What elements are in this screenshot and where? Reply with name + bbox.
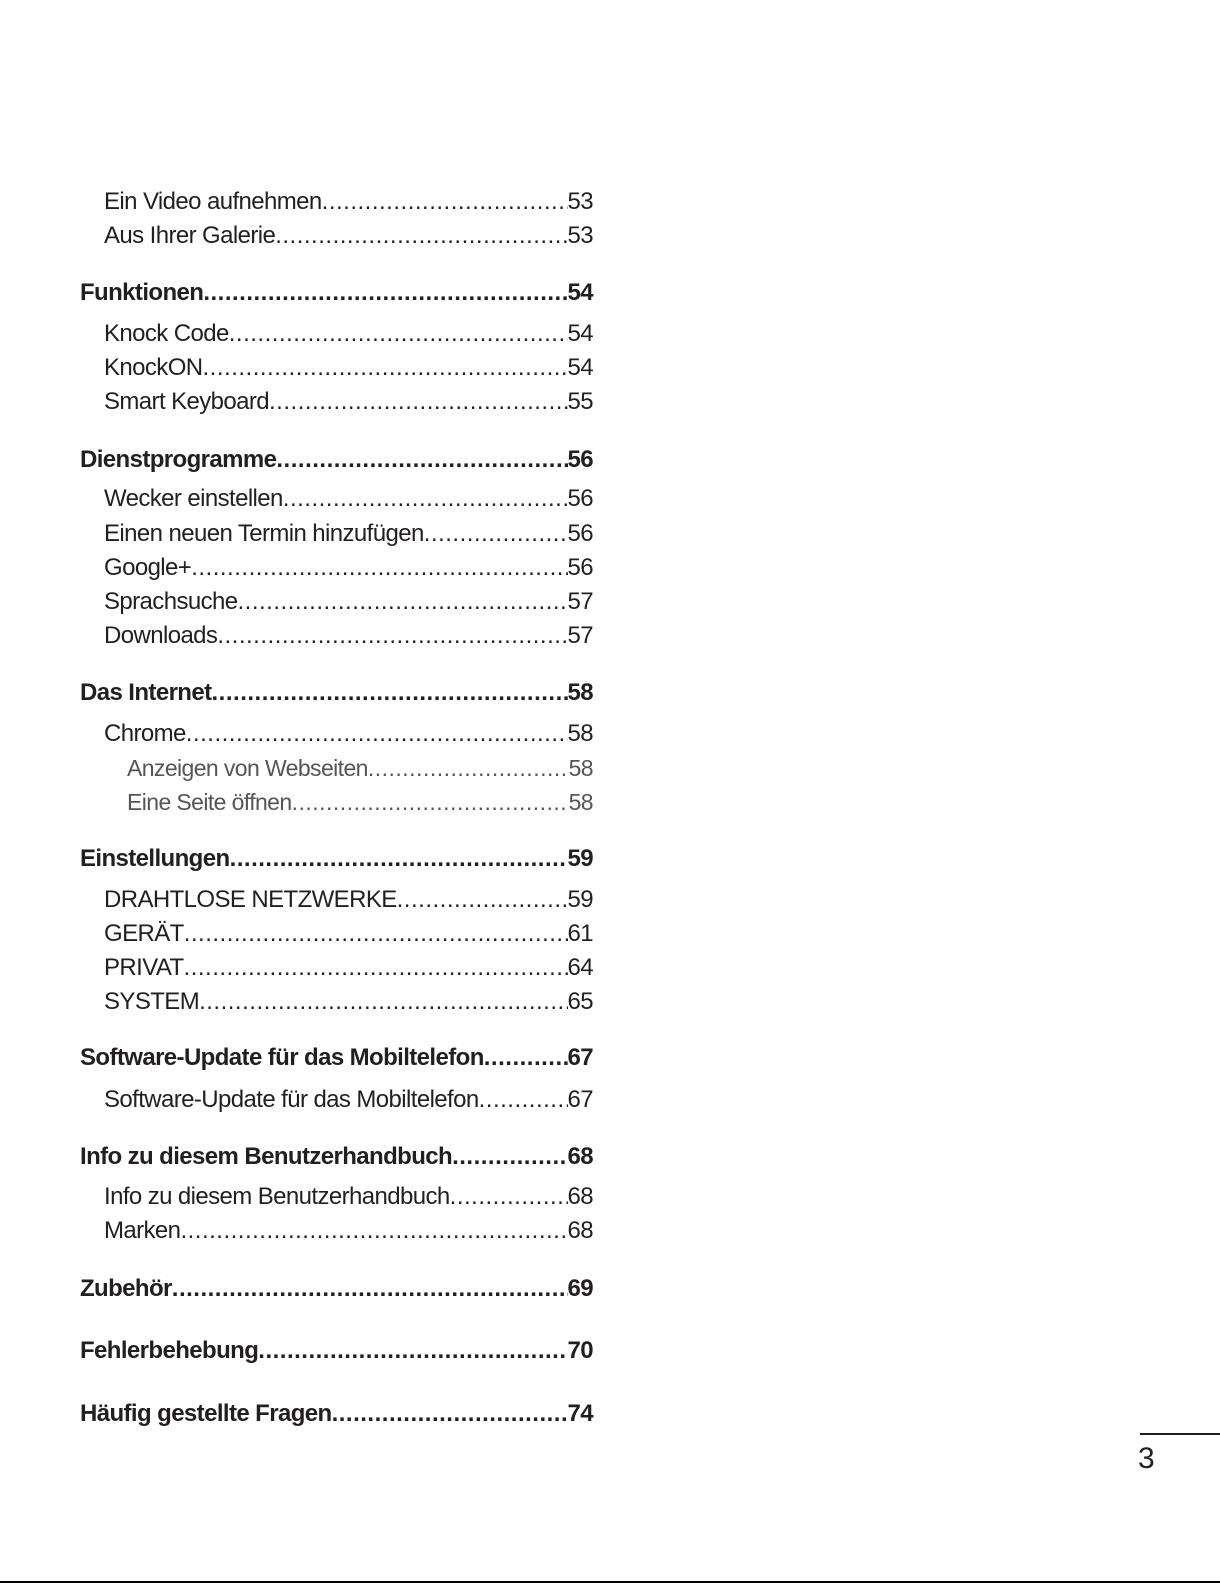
- toc-chapter[interactable]: [80, 1398, 593, 1430]
- dot-leader: [450, 1181, 568, 1213]
- toc-entry-page: 53: [567, 222, 593, 249]
- toc-entry-page: 57: [567, 622, 593, 649]
- toc-chapter[interactable]: [80, 277, 593, 309]
- page-number: 3: [1138, 1442, 1155, 1475]
- dot-leader: [368, 752, 569, 784]
- toc-entry-title: Software-Update für das Mobiltelefon: [104, 1086, 479, 1113]
- toc-entry[interactable]: [104, 918, 593, 950]
- dot-leader: [230, 843, 568, 875]
- toc-entry-title: Sprachsuche: [104, 588, 238, 615]
- dot-leader: [180, 1215, 567, 1247]
- toc-entry-page: 59: [567, 886, 593, 913]
- toc-chapter[interactable]: [80, 843, 593, 875]
- toc-entry-title: DRAHTLOSE NETZWERKE: [104, 886, 397, 913]
- toc-entry-page: 54: [567, 279, 593, 306]
- toc-entry[interactable]: [104, 220, 593, 252]
- toc-entry-title: Aus Ihrer Galerie: [104, 222, 276, 249]
- dot-leader: [397, 884, 568, 916]
- toc-chapter[interactable]: [80, 444, 593, 476]
- toc-entry[interactable]: [104, 952, 593, 984]
- dot-leader: [292, 786, 569, 818]
- toc-entry-page: 68: [567, 1183, 593, 1210]
- toc-entry-page: 57: [567, 588, 593, 615]
- dot-leader: [229, 318, 568, 350]
- toc-entry-title: Einstellungen: [80, 845, 230, 872]
- dot-leader: [217, 620, 567, 652]
- dot-leader: [186, 718, 568, 750]
- toc-entry[interactable]: [104, 483, 593, 515]
- dot-leader: [283, 483, 568, 515]
- toc-entry-page: 68: [567, 1143, 593, 1170]
- dot-leader: [184, 918, 568, 950]
- toc-entry-title: Anzeigen von Webseiten: [127, 755, 368, 781]
- toc-entry-page: 67: [567, 1044, 593, 1071]
- toc-entry-title: Einen neuen Termin hinzufügen: [104, 520, 424, 547]
- toc-entry-page: 58: [567, 679, 593, 706]
- dot-leader: [484, 1042, 568, 1074]
- toc-entry-page: 64: [567, 954, 593, 981]
- toc-entry[interactable]: [104, 1215, 593, 1247]
- toc-entry-title: Software-Update für das Mobiltelefon: [80, 1044, 484, 1071]
- toc-chapter[interactable]: [80, 677, 593, 709]
- toc-entry[interactable]: [104, 552, 593, 584]
- toc-chapter[interactable]: [80, 1273, 593, 1305]
- toc-entry-page: 58: [567, 720, 593, 747]
- dot-leader: [424, 518, 568, 550]
- toc-entry-title: Wecker einstellen: [104, 485, 283, 512]
- toc-entry[interactable]: [104, 1084, 593, 1116]
- toc-entry-title: Info zu diesem Benutzerhandbuch: [80, 1143, 453, 1170]
- toc-entry-title: Downloads: [104, 622, 218, 649]
- dot-leader: [258, 1335, 567, 1367]
- toc-entry-page: 68: [567, 1217, 593, 1244]
- toc-entry-page: 58: [568, 789, 593, 815]
- toc-entry-title: Das Internet: [80, 679, 212, 706]
- toc-entry-page: 67: [567, 1086, 593, 1113]
- toc-entry-page: 56: [567, 520, 593, 547]
- toc-entry-title: Dienstprogramme: [80, 446, 277, 473]
- toc-entry-title: Ein Video aufnehmen: [104, 188, 322, 215]
- dot-leader: [479, 1084, 568, 1116]
- dot-leader: [276, 444, 567, 476]
- toc-entry-page: 58: [568, 755, 593, 781]
- toc-entry[interactable]: [127, 786, 593, 818]
- dot-leader: [212, 677, 568, 709]
- dot-leader: [172, 1273, 568, 1305]
- dot-leader: [322, 186, 568, 218]
- toc-entry[interactable]: [127, 752, 593, 784]
- toc-entry-page: 54: [567, 320, 593, 347]
- toc-entry[interactable]: [104, 186, 593, 218]
- toc-entry-title: GERÄT: [104, 920, 184, 947]
- toc-entry-title: Fehlerbehebung: [80, 1337, 259, 1364]
- toc-entry-page: 55: [567, 388, 593, 415]
- toc-entry-title: KnockON: [104, 354, 203, 381]
- toc-entry[interactable]: [104, 986, 593, 1018]
- dot-leader: [269, 386, 567, 418]
- toc-entry-page: 56: [567, 446, 593, 473]
- toc-entry-page: 69: [567, 1275, 593, 1302]
- dot-leader: [332, 1398, 568, 1430]
- toc-entry-title: Marken: [104, 1217, 181, 1244]
- toc-entry-title: Knock Code: [104, 320, 229, 347]
- toc-entry-title: Info zu diesem Benutzerhandbuch: [104, 1183, 450, 1210]
- toc-entry-title: Häufig gestellte Fragen: [80, 1400, 332, 1427]
- dot-leader: [199, 986, 567, 1018]
- toc-entry[interactable]: [104, 518, 593, 550]
- dot-leader: [203, 352, 568, 384]
- toc-entry-title: Google+: [104, 554, 192, 581]
- dot-leader: [184, 952, 568, 984]
- toc-chapter[interactable]: [80, 1141, 593, 1173]
- toc-entry-page: 53: [567, 188, 593, 215]
- toc-entry[interactable]: [104, 1181, 593, 1213]
- dot-leader: [191, 552, 567, 584]
- toc-entry-page: 74: [567, 1400, 593, 1427]
- toc-entry-title: SYSTEM: [104, 988, 200, 1015]
- toc-entry-page: 65: [567, 988, 593, 1015]
- toc-chapter[interactable]: [80, 1335, 593, 1367]
- toc-entry[interactable]: [104, 352, 593, 384]
- toc-entry-title: Eine Seite öffnen: [127, 789, 292, 815]
- toc-entry[interactable]: [104, 386, 593, 418]
- toc-entry[interactable]: [104, 620, 593, 652]
- page-number-rule: [1140, 1433, 1220, 1435]
- toc-entry-title: PRIVAT: [104, 954, 184, 981]
- toc-entry-page: 56: [567, 554, 593, 581]
- toc-entry-page: 70: [567, 1337, 593, 1364]
- dot-leader: [275, 220, 567, 252]
- dot-leader: [203, 277, 567, 309]
- toc-entry-title: Smart Keyboard: [104, 388, 270, 415]
- toc-entry-page: 56: [567, 485, 593, 512]
- toc-entry-page: 59: [567, 845, 593, 872]
- toc-entry[interactable]: [104, 884, 593, 916]
- dot-leader: [452, 1141, 567, 1173]
- toc-entry-page: 54: [567, 354, 593, 381]
- toc-entry[interactable]: [104, 718, 593, 750]
- dot-leader: [238, 586, 568, 618]
- toc-entry-title: Chrome: [104, 720, 186, 747]
- toc-entry-title: Zubehör: [80, 1275, 172, 1302]
- toc-chapter[interactable]: [80, 1042, 593, 1074]
- toc-entry[interactable]: [104, 586, 593, 618]
- toc-entry-page: 61: [567, 920, 593, 947]
- toc-entry[interactable]: [104, 318, 593, 350]
- toc-entry-title: Funktionen: [80, 279, 204, 306]
